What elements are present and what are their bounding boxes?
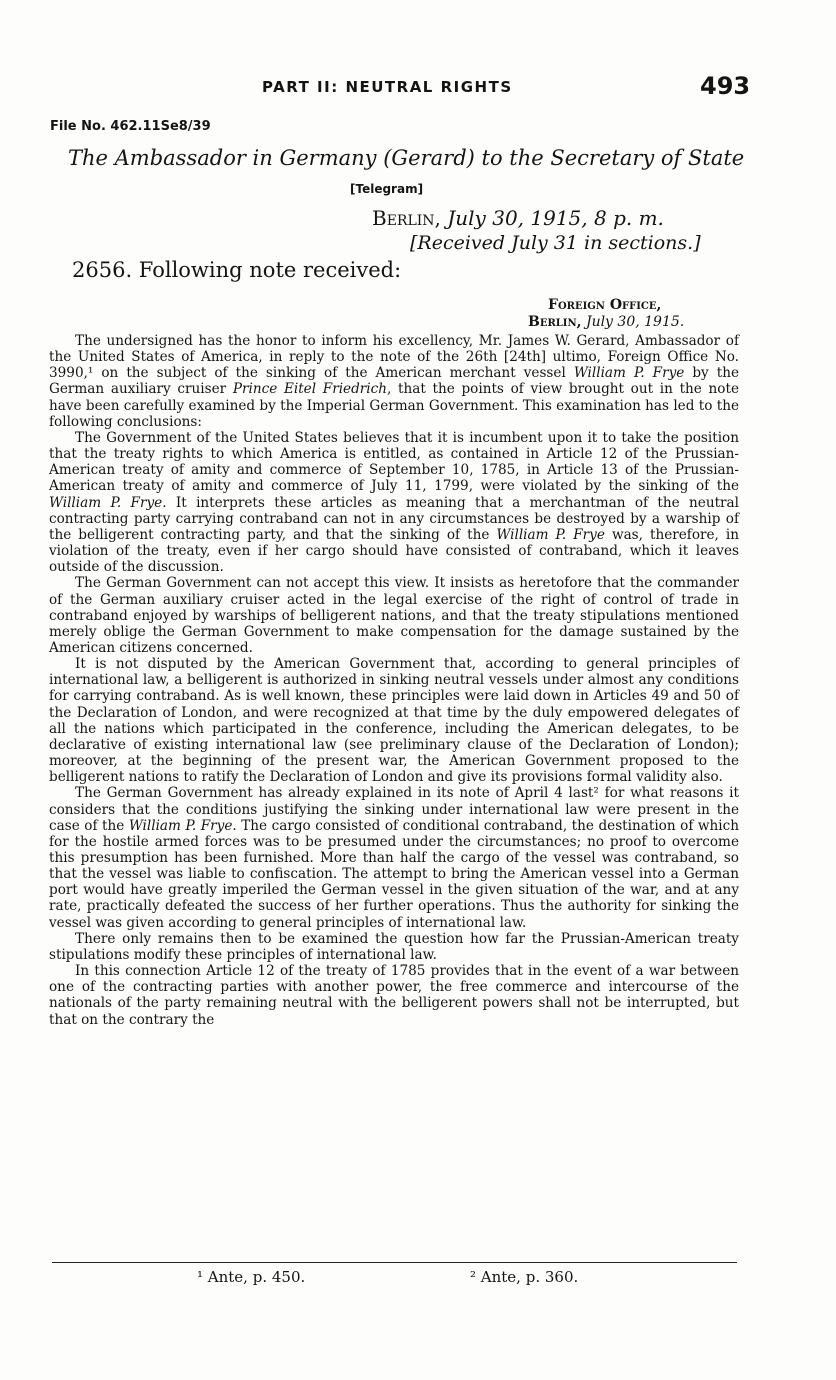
paragraph: There only remains then to be examined the question how far the Prussian-American treaty stipulations modify these principles of international law.: [49, 930, 739, 963]
dateline: [372, 206, 664, 230]
dateline-place: Berlin,: [372, 206, 441, 230]
dateline-date: July 30, 1915, 8 p. m.: [447, 206, 664, 230]
foreign-office-place: Berlin,: [528, 314, 582, 330]
paragraph: The German Government has already explained in its note of April 4 last² for what reasons it considers that the conditions justifying the sinking under international law were present in the case of the William P. Frye. The cargo consisted of conditional contraband, the destination of which for the hostile armed forces was to be presumed under the circumstances; no proof to overcome this presumption has been furnished. More than half the cargo of the vessel was contraband, so that the vessel was liable to confiscation. The attempt to bring the American vessel into a German port would have greatly imperiled the German vessel in the given situation of the war, and at any rate, practically defeated the success of her further operations. Thus the authority for sinking the vessel was given according to general principles of international law.: [49, 785, 739, 931]
received-note: [Received July 31 in sections.]: [410, 232, 701, 254]
footnote-2: ² Ante, p. 360.: [470, 1268, 579, 1286]
footnote-divider: [52, 1262, 737, 1263]
page-number: 493: [700, 72, 751, 100]
foreign-office-heading: Foreign Office,: [548, 297, 662, 313]
footnote-1: ¹ Ante, p. 450.: [197, 1268, 306, 1286]
note-body: [49, 333, 739, 1028]
file-number: File No. 462.11Se8/39: [50, 119, 211, 134]
document-title: The Ambassador in Germany (Gerard) to the Secretary of State: [68, 146, 745, 170]
paragraph: It is not disputed by the American Government that, according to general principles of international law, a belligerent is authorized in sinking neutral vessels under almost any conditions for carrying contraband. As is well known, these principles were laid down in Articles 49 and 50 of the Declaration of London, and were recognized at that time by the duly empowered delegates of all the nations which participated in the conference, including the American delegates, to be declarative of existing international law (see preliminary clause of the Declaration of London); moreover, at the beginning of the present war, the American Government proposed to the belligerent nations to ratify the Declaration of London and give its provisions formal validity also.: [49, 656, 739, 786]
paragraph: In this connection Article 12 of the treaty of 1785 provides that in the event of a war between one of the contracting parties with another power, the free commerce and intercourse of the nationals of the party remaining neutral with the belligerent powers shall not be interrupted, but that on the contrary the: [49, 963, 739, 1028]
foreign-office-date: July 30, 1915.: [585, 314, 685, 330]
paragraph: The undersigned has the honor to inform his excellency, Mr. James W. Gerard, Ambassador of the United States of America, in reply to the note of the 26th [24th] ultimo, Foreign Office No. 3990,¹ on the subject of the sinking of the American merchant vessel William P. Frye by the German auxiliary cruiser Prince Eitel Friedrich, that the points of view brought out in the note have been carefully examined by the Imperial German Government. This examination has led to the following conclusions:: [49, 333, 739, 430]
paragraph: The German Government can not accept this view. It insists as heretofore that the commander of the German auxiliary cruiser acted in the legal exercise of the right of control of trade in contraband enjoyed by warships of belligerent nations, and that the treaty stipulations mentioned merely oblige the German Government to make compensation for the damage sustained by the American citizens concerned.: [49, 575, 739, 656]
running-head: [0, 72, 836, 102]
running-head-title: PART II: NEUTRAL RIGHTS: [262, 78, 513, 96]
telegram-intro: 2656. Following note received:: [72, 258, 402, 282]
foreign-office-dateline: [528, 314, 684, 330]
paragraph: The Government of the United States believes that it is incumbent upon it to take the position that the treaty rights to which America is entitled, as contained in Article 12 of the Prussian-American treaty of amity and commerce of September 10, 1785, in Article 13 of the Prussian-American treaty of amity and commerce of July 11, 1799, were violated by the sinking of the William P. Frye. It interprets these articles as meaning that a merchantman of the neutral contracting party carrying contraband can not in any circumstances be destroyed by a warship of the belligerent contracting party, and that the sinking of the William P. Frye was, therefore, in violation of the treaty, even if her cargo should have consisted of contraband, which it leaves outside of the discussion.: [49, 429, 739, 576]
document-type: [Telegram]: [350, 182, 424, 196]
